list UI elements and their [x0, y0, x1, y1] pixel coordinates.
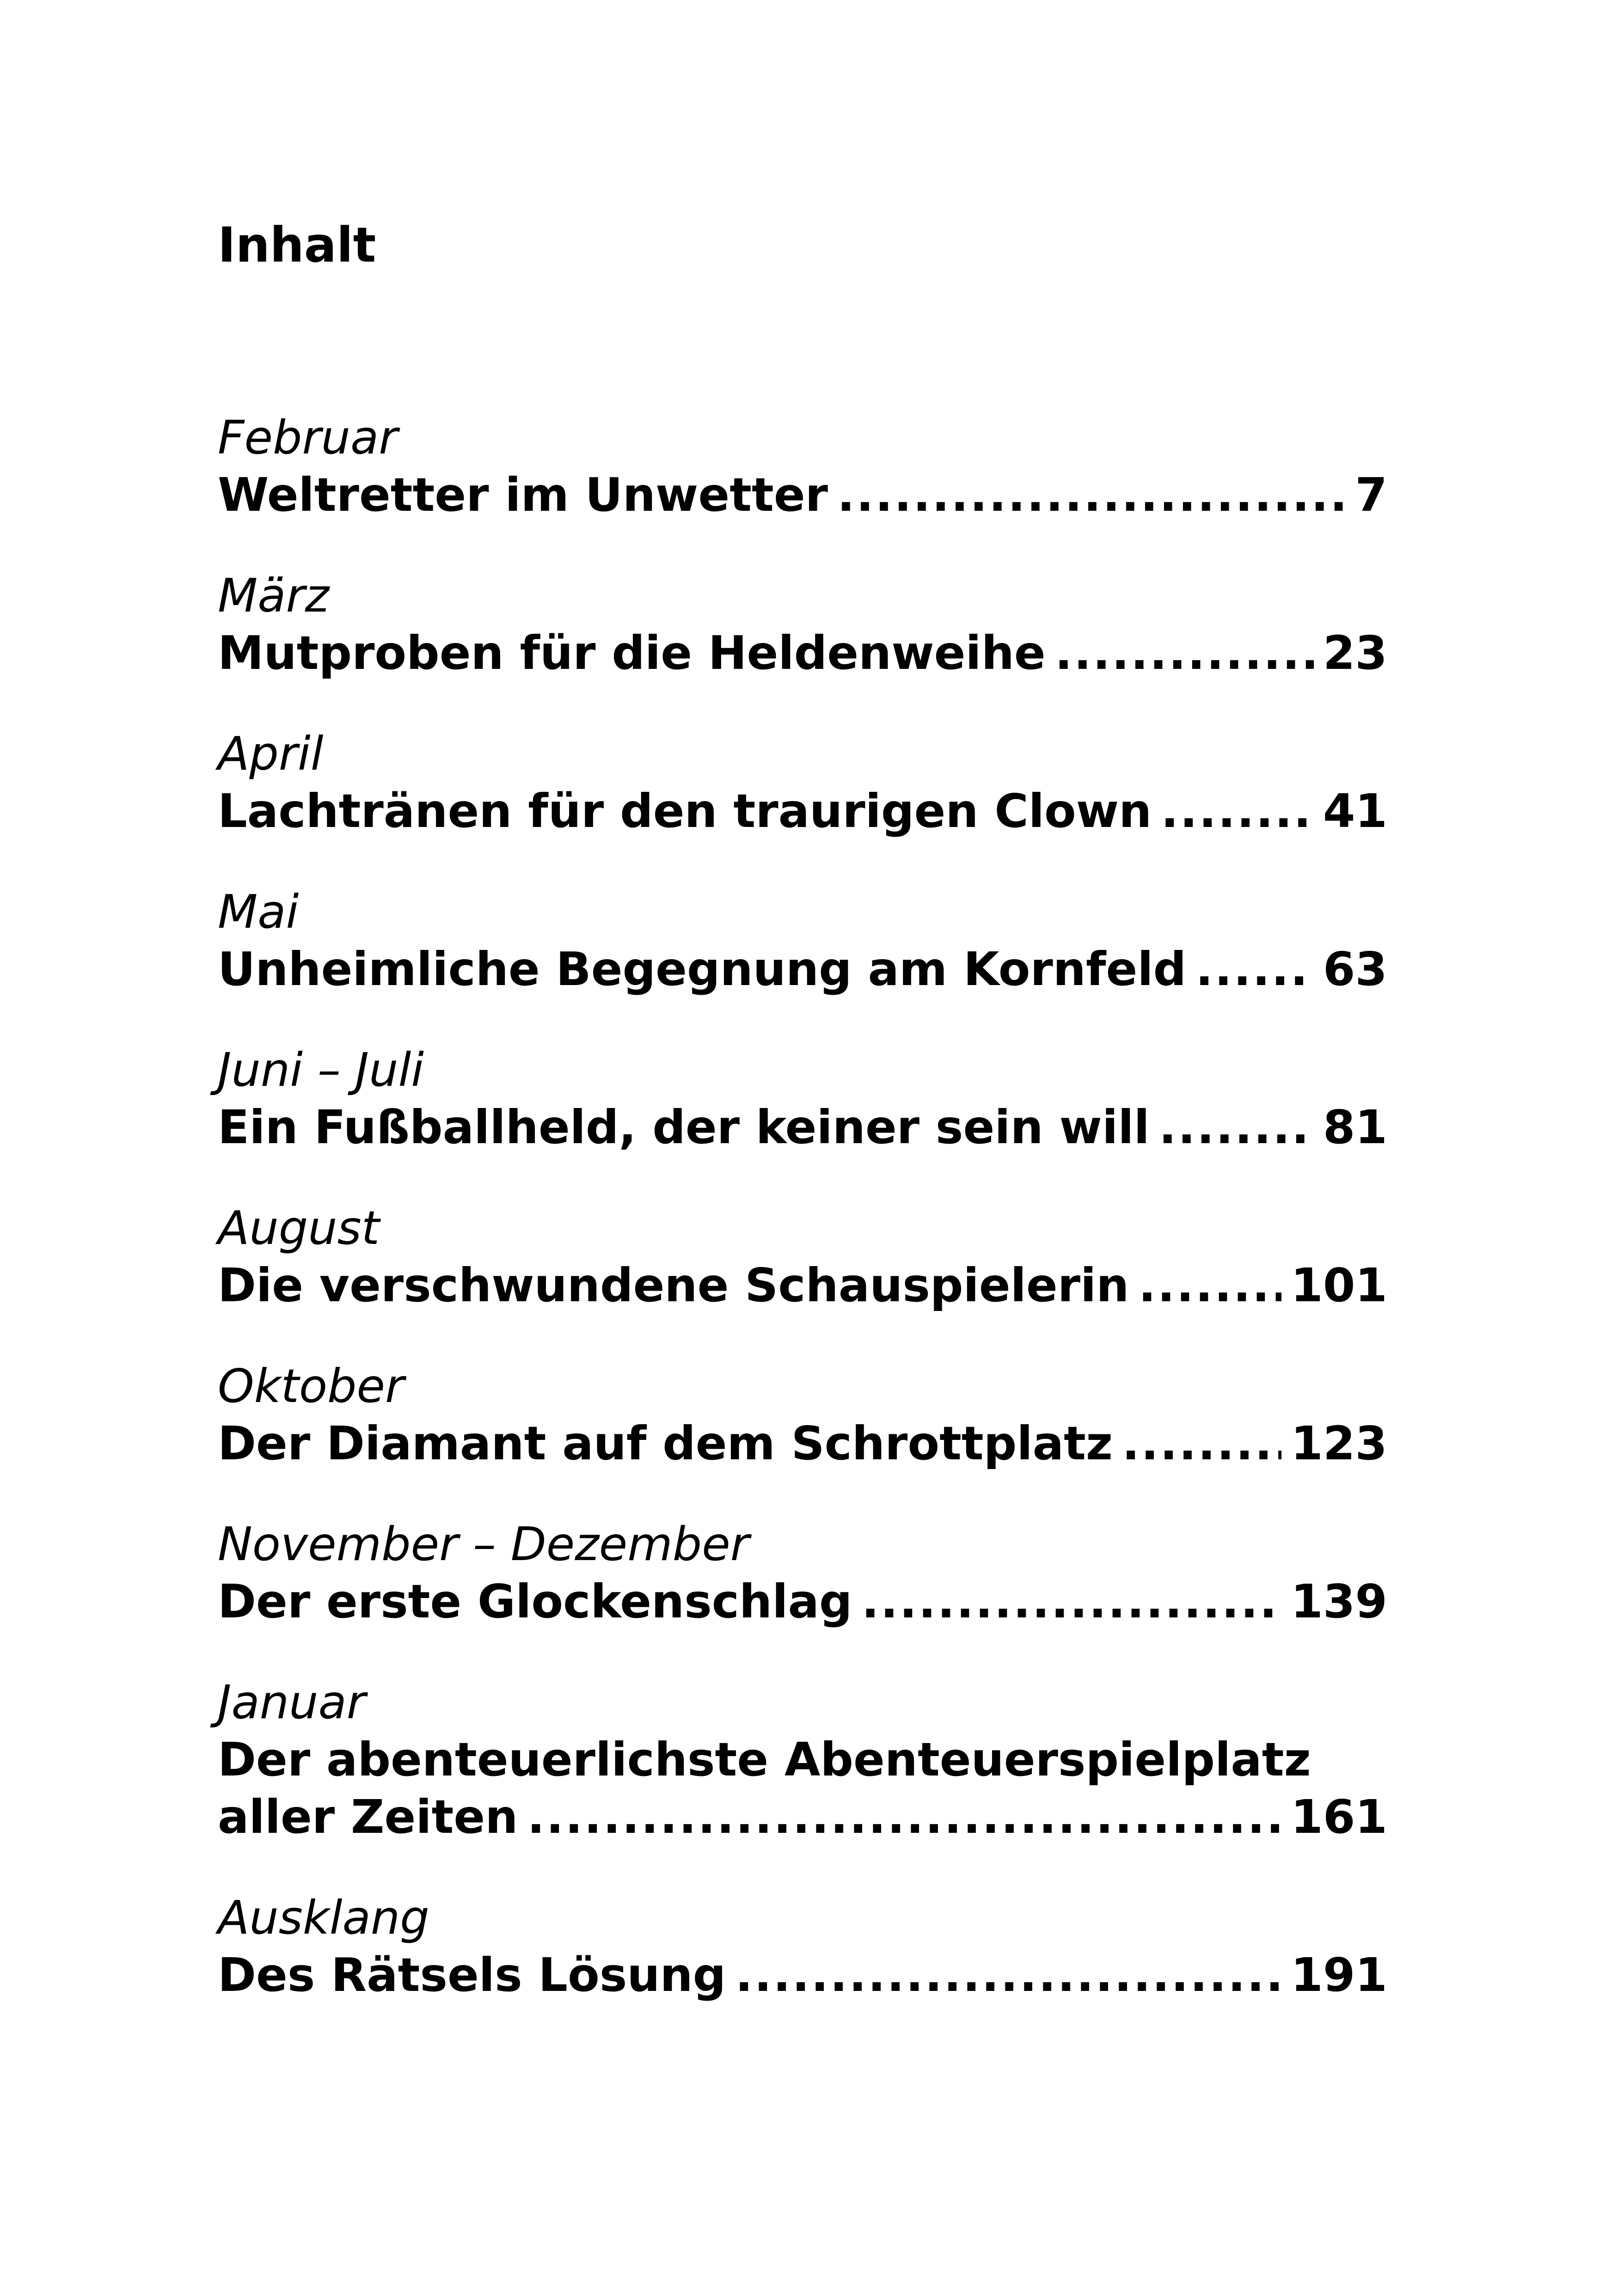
toc-title: Der Diamant auf dem Schrottplatz: [218, 1416, 1113, 1470]
dot-leader: [1161, 783, 1314, 840]
toc-title-first-line: Der abenteuerlichste Abenteuerspielplatz: [218, 1733, 1311, 1787]
dot-leader: [862, 1573, 1282, 1630]
toc-month: Januar: [218, 1675, 366, 1729]
toc-title: Ein Fußballheld, der keiner sein will: [218, 1100, 1150, 1154]
toc-month: November – Dezember: [218, 1517, 749, 1571]
toc-page-number: 63: [1323, 942, 1387, 996]
toc-month: Ausklang: [218, 1891, 429, 1945]
dot-leader: [1195, 941, 1314, 998]
toc-page-number: 161: [1291, 1790, 1387, 1844]
dot-leader: [527, 1788, 1281, 1846]
toc-title-line: [218, 783, 1387, 840]
toc-title: Die verschwundene Schauspielerin: [218, 1258, 1129, 1312]
toc-page-number: 7: [1355, 468, 1387, 522]
table-of-contents: [218, 409, 1387, 2047]
toc-page-number: 191: [1291, 1948, 1387, 2002]
toc-page-number: 23: [1323, 626, 1387, 680]
toc-entry: [218, 1674, 1387, 1846]
toc-entry: [218, 567, 1387, 682]
toc-title-line: [218, 1257, 1387, 1314]
toc-entry: [218, 883, 1387, 998]
toc-month: Juni – Juli: [218, 1043, 424, 1097]
toc-title: Weltretter im Unwetter: [218, 468, 828, 522]
dot-leader: [837, 466, 1346, 524]
toc-entry: [218, 725, 1387, 840]
dot-leader: [1159, 1099, 1314, 1156]
toc-page-number: 123: [1291, 1416, 1387, 1470]
dot-leader: [1138, 1257, 1281, 1314]
toc-entry: [218, 409, 1387, 524]
toc-heading: Inhalt: [218, 217, 376, 273]
toc-title-line: [218, 1573, 1387, 1630]
dot-leader: [1122, 1415, 1281, 1472]
toc-month: August: [218, 1201, 380, 1255]
toc-title: Unheimliche Begegnung am Kornfeld: [218, 942, 1187, 996]
toc-month: Oktober: [218, 1359, 404, 1413]
toc-entry: [218, 1041, 1387, 1156]
toc-page-number: 41: [1323, 784, 1387, 838]
toc-entry: [218, 1889, 1387, 2004]
toc-title: Lachtränen für den traurigen Clown: [218, 784, 1152, 838]
toc-month: Mai: [218, 885, 299, 939]
toc-entry: [218, 1200, 1387, 1314]
toc-title-line: [218, 941, 1387, 998]
toc-month: April: [218, 727, 324, 781]
toc-entry: [218, 1358, 1387, 1472]
toc-page-number: 139: [1291, 1574, 1387, 1629]
toc-title-line: [218, 1415, 1387, 1472]
toc-title: aller Zeiten: [218, 1790, 518, 1844]
toc-title: Des Rätsels Lösung: [218, 1948, 726, 2002]
toc-title-line: [218, 1788, 1387, 1846]
dot-leader: [735, 1947, 1281, 2004]
toc-page-number: 101: [1291, 1258, 1387, 1312]
toc-title: Der erste Glockenschlag: [218, 1574, 852, 1629]
toc-title-line: [218, 1099, 1387, 1156]
dot-leader: [1055, 625, 1314, 682]
toc-page-number: 81: [1323, 1100, 1387, 1154]
toc-month: März: [218, 569, 330, 623]
toc-entry: [218, 1516, 1387, 1630]
toc-title: Mutproben für die Heldenweihe: [218, 626, 1046, 680]
toc-title-line: [218, 625, 1387, 682]
toc-title-line: [218, 1947, 1387, 2004]
toc-title-line: [218, 466, 1387, 524]
toc-month: Februar: [218, 410, 398, 465]
